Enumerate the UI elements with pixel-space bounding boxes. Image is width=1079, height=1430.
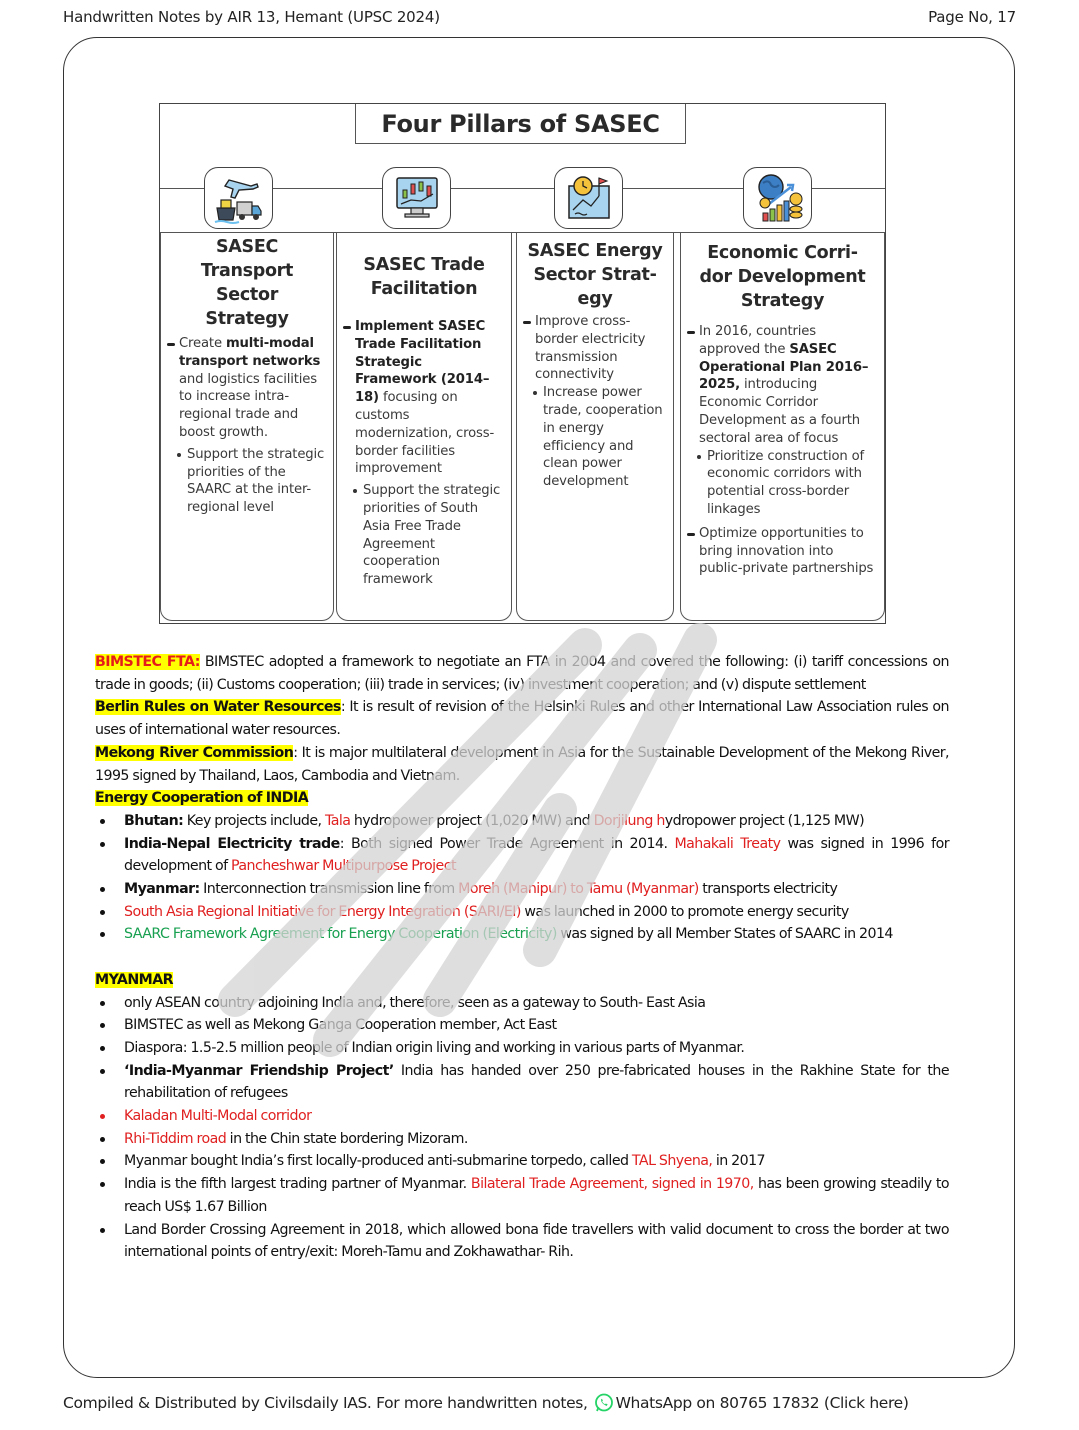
berlin-rules-label: Berlin Rules on Water Resources — [95, 699, 341, 716]
page-footer — [63, 1392, 909, 1414]
energy-map-icon — [554, 167, 623, 229]
energy-heading: Energy Cooperation of INDIA — [95, 790, 309, 807]
trade-chart-icon — [382, 167, 451, 229]
pillar-subpoint: Prioritize construction of economic corridors with potential cross-border linkages — [687, 448, 878, 519]
page-number: Page No, 17 — [928, 8, 1016, 26]
list-item: India is the fifth largest trading partner of Myanmar. Bilateral Trade Agreement, signed in 1970, has been growing steadily to reach US$ 1.67 Billion — [95, 1173, 949, 1218]
list-item: India-Nepal Electricity trade: Both signed Power Trade Agreement in 2014. Mahakali Treaty was signed in 1996 for development of Pancheshwar Multipurpose Project — [95, 833, 949, 878]
pillar-subpoint: Support the strategic priorities of the SAARC at the inter-regional level — [167, 446, 327, 517]
infographic-title: Four Pillars of SASEC — [355, 104, 686, 144]
list-item: Rhi-Tiddim road in the Chin state bordering Mizoram. — [95, 1128, 949, 1151]
bimstec-fta-label: BIMSTEC FTA: — [95, 654, 200, 670]
transport-icon — [204, 167, 273, 229]
economic-growth-icon — [743, 167, 812, 229]
pillar-body — [167, 335, 327, 517]
pillar-title: Economic Corri- dor Development Strategy — [699, 243, 866, 311]
pillar-point: Implement SASEC Trade Facilitation Strategic Framework (2014–18) focusing on customs modernization, cross-border facilities improvement — [343, 318, 505, 478]
list-item: SAARC Framework Agreement for Energy Cooperation (Electricity) was signed by all Member States of SAARC in 2014 — [95, 923, 949, 946]
pillar-point: Optimize opportunities to bring innovation into public-private partnerships — [687, 525, 878, 578]
sasec-infographic — [159, 103, 886, 624]
bimstec-fta-paragraph: BIMSTEC FTA: BIMSTEC adopted a framework to negotiate an FTA in 2004 and covered the following: (i) tariff concessions on trade in goods; (ii) Customs cooperation; (iii) trade in services; (iv) investment cooperation; and (v) dispute settlement — [95, 654, 949, 693]
list-item: Diaspora: 1.5-2.5 million people of Indian origin living and working in various parts of Myanmar. — [95, 1037, 949, 1060]
pillar-body — [523, 313, 667, 491]
whatsapp-icon[interactable] — [594, 1393, 614, 1413]
pillar-economic-corridor — [680, 233, 885, 621]
berlin-rules-paragraph: Berlin Rules on Water Resources: It is result of revision of the Helsinki Rules and other International Law Association rules on uses of international water resources. — [95, 699, 949, 739]
list-item: Kaladan Multi-Modal corridor — [95, 1105, 949, 1128]
pillar-trade — [336, 233, 512, 621]
list-item: Myanmar bought India’s first locally-produced anti-submarine torpedo, called TAL Shyena, in 2017 — [95, 1150, 949, 1173]
pillar-point: Improve cross-border electricity transmission connectivity — [523, 313, 667, 384]
footer-text: Compiled & Distributed by Civilsdaily IAS. For more handwritten notes, — [63, 1394, 588, 1412]
list-item: Bhutan: Key projects include, Tala hydropower project (1,020 MW) and Dorjilung hydropower project (1,125 MW) — [95, 810, 949, 833]
whatsapp-link[interactable]: WhatsApp on 80765 17832 (Click here) — [615, 1394, 909, 1412]
myanmar-heading: MYANMAR — [95, 971, 174, 988]
notes-content — [95, 651, 949, 1264]
pillar-body — [687, 323, 878, 578]
page-header — [63, 6, 1016, 28]
pillar-title: SASEC Energy Sector Strat- egy — [527, 241, 663, 309]
list-item: Myanmar: Interconnection transmission line from Moreh (Manipur) to Tamu (Myanmar) transports electricity — [95, 878, 949, 901]
header-title: Handwritten Notes by AIR 13, Hemant (UPSC 2024) — [63, 8, 440, 26]
list-item: Land Border Crossing Agreement in 2018, which allowed bona fide travellers with valid document to cross the border at two international points of entry/exit: Moreh-Tamu and Zokhawathar- Rih. — [95, 1219, 949, 1264]
mekong-paragraph: Mekong River Commission: It is major multilateral development in Asia for the Sustainable Development of the Mekong River, 1995 signed by Thailand, Laos, Cambodia and Vietnam. — [95, 744, 949, 784]
energy-list — [95, 810, 949, 946]
spacer — [95, 946, 949, 969]
pillar-transport — [160, 233, 334, 621]
pillar-subpoint: Increase power trade, cooperation in energy efficiency and clean power development — [523, 384, 667, 491]
myanmar-list — [95, 992, 949, 1264]
list-item: South Asia Regional Initiative for Energy Integration (SARI/EI) was launched in 2000 to promote energy security — [95, 901, 949, 924]
list-item: ‘India-Myanmar Friendship Project’ India has handed over 250 pre-fabricated houses in the Rakhine State for the rehabilitation of refugees — [95, 1060, 949, 1105]
pillar-energy — [516, 233, 674, 621]
pillar-title: SASEC Trade Facilitation — [363, 255, 485, 299]
pillar-subpoint: Support the strategic priorities of South Asia Free Trade Agreement cooperation framework — [343, 482, 505, 589]
pillar-point: In 2016, countries approved the SASEC Operational Plan 2016–2025, introducing Economic Corridor Development as a fourth sectoral area of focus — [687, 323, 878, 448]
pillar-title: SASEC Transport Sector Strategy — [200, 237, 294, 329]
list-item: only ASEAN country adjoining India and, therefore, seen as a gateway to South- East Asia — [95, 992, 949, 1015]
list-item: BIMSTEC as well as Mekong Ganga Cooperation member, Act East — [95, 1014, 949, 1037]
pillar-point: Create multi-modal transport networks and logistics facilities to increase intra-regional trade and boost growth. — [167, 335, 327, 442]
pillar-body — [343, 318, 505, 589]
mekong-label: Mekong River Commission — [95, 744, 294, 761]
